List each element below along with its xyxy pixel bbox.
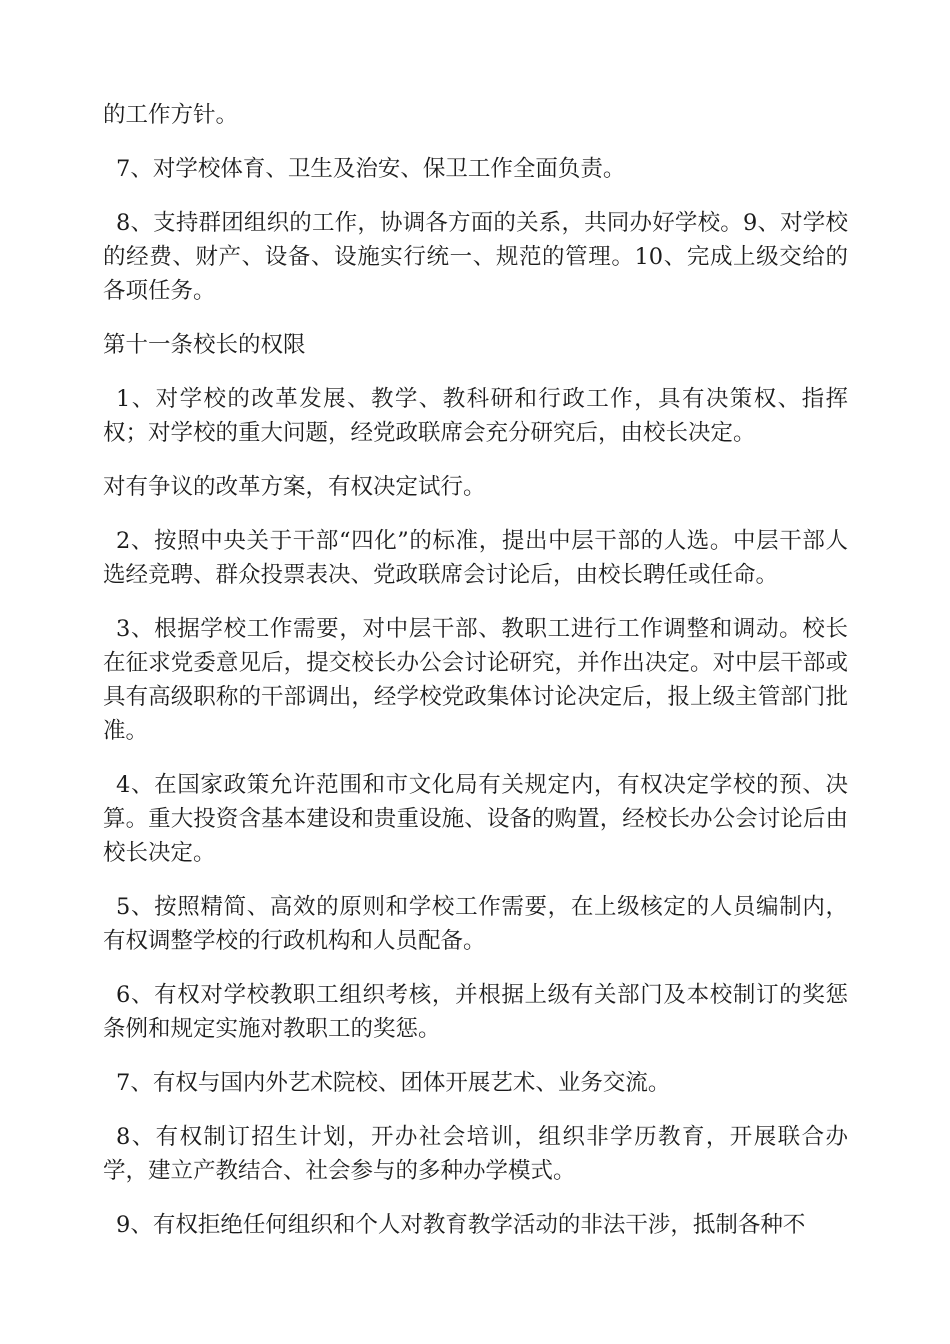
paragraph-right-6: 6、有权对学校教职工组织考核，并根据上级有关部门及本校制订的奖惩条例和规定实施对教职工的奖惩。 (103, 982, 848, 1042)
paragraph-item-8-10: 8、支持群团组织的工作，协调各方面的关系，共同办好学校。9、对学校的经费、财产、设备、设施实行统一、规范的管理。10、完成上级交给的各项任务。 (103, 210, 848, 304)
paragraph-item-7: 7、对学校体育、卫生及治安、保卫工作全面负责。 (116, 156, 626, 182)
paragraph-right-9: 9、有权拒绝任何组织和个人对教育教学活动的非法干涉，抵制各种不 (116, 1212, 806, 1238)
document-body (103, 98, 848, 1242)
paragraph-right-1-note: 对有争议的改革方案，有权决定试行。 (103, 474, 486, 500)
paragraph-continuation: 的工作方针。 (103, 102, 239, 128)
paragraph-right-4: 4、在国家政策允许范围和市文化局有关规定内，有权决定学校的预、决算。重大投资含基本建设和贵重设施、设备的购置，经校长办公会讨论后由校长决定。 (103, 772, 848, 866)
paragraph-right-3: 3、根据学校工作需要，对中层干部、教职工进行工作调整和调动。校长在征求党委意见后，提交校长办公会讨论研究，并作出决定。对中层干部或具有高级职称的干部调出，经学校党政集体讨论决定后，报上级主管部门批准。 (103, 616, 848, 744)
paragraph-right-7: 7、有权与国内外艺术院校、团体开展艺术、业务交流。 (116, 1070, 671, 1096)
paragraph-right-5: 5、按照精简、高效的原则和学校工作需要，在上级核定的人员编制内，有权调整学校的行政机构和人员配备。 (103, 894, 848, 954)
paragraph-right-1: 1、对学校的改革发展、教学、教科研和行政工作，具有决策权、指挥权；对学校的重大问题，经党政联席会充分研究后，由校长决定。 (103, 386, 848, 446)
paragraph-right-8: 8、有权制订招生计划，开办社会培训，组织非学历教育，开展联合办学，建立产教结合、社会参与的多种办学模式。 (103, 1124, 848, 1184)
section-heading: 第十一条校长的权限 (103, 332, 306, 358)
paragraph-right-2: 2、按照中央关于干部“四化”的标准，提出中层干部的人选。中层干部人选经竞聘、群众投票表决、党政联席会讨论后，由校长聘任或任命。 (103, 528, 848, 588)
